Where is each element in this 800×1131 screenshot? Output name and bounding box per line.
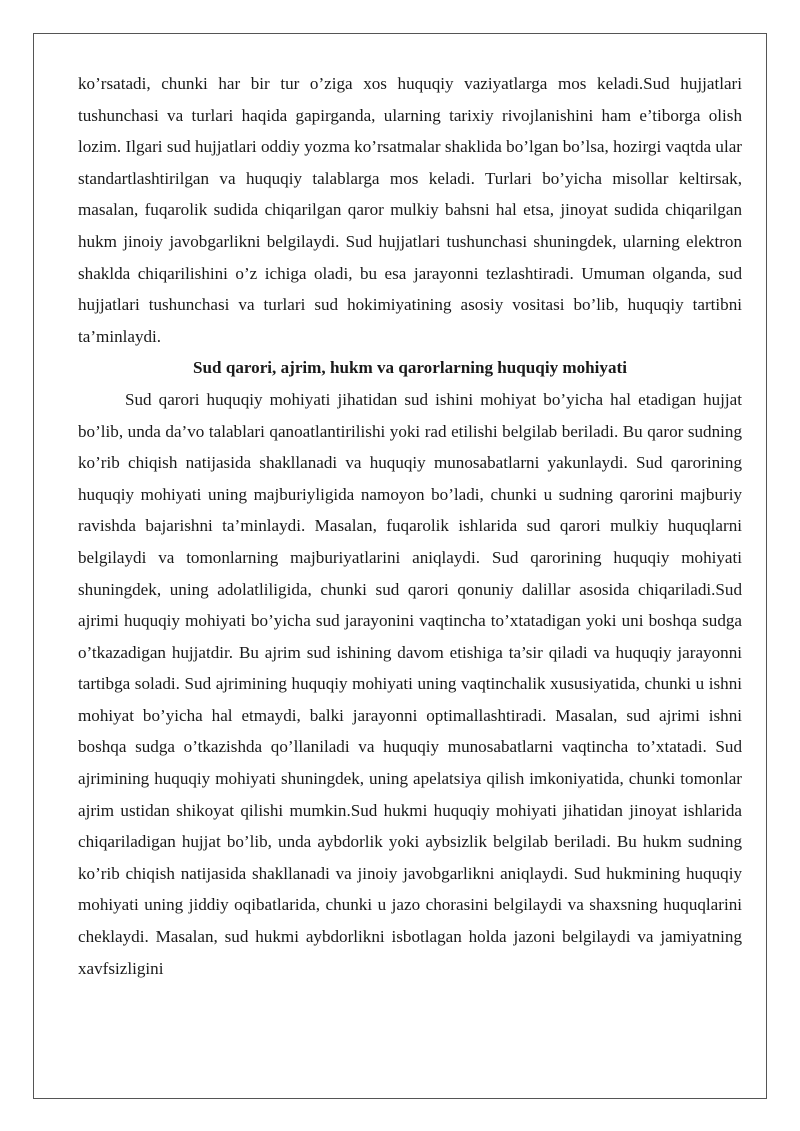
body-paragraph: ko’rsatadi, chunki har bir tur o’ziga xos huquqiy vaziyatlarga mos keladi.Sud hujjatlari tushunchasi va turlari haqida gapirganda, ularning tarixiy rivojlanishini ham e’tiborga olish lozim. Ilgari sud hujjatlari oddiy yozma ko’rsatmalar shaklida bo’lgan bo’lsa, hozirgi vaqtda ular standartlashtirilgan va huquqiy talablarga mos keladi. Turlari bo’yicha misollar keltirsak, masalan, fuqarolik sudida chiqarilgan qaror mulkiy bahsni hal etsa, jinoyat sudida chiqarilgan hukm jinoiy javobgarlikni belgilaydi. Sud hujjatlari tushunchasi shuningdek, ularning elektron shaklda chiqarilishini o’z ichiga oladi, bu esa jarayonni tezlashtiradi. Umuman olganda, sud hujjatlari tushunchasi va turlari sud hokimiyatining asosiy vositasi bo’lib, huquqiy tartibni ta’minlaydi.: [78, 74, 742, 346]
document-body: [78, 68, 742, 984]
body-paragraph: Sud qarori huquqiy mohiyati jihatidan sud ishini mohiyat bo’yicha hal etadigan hujjat bo’lib, unda da’vo talablari qanoatlantirilishi yoki rad etilishi belgilab beriladi. Bu qaror sudning ko’rib chiqish natijasida shakllanadi va huquqiy munosabatlarni yakunlaydi. Sud qarorining huquqiy mohiyati uning majburiyligida namoyon bo’ladi, chunki u sudning qarorini majburiy ravishda bajarishni ta’minlaydi. Masalan, fuqarolik ishlarida sud qarori mulkiy huquqlarni belgilaydi va tomonlarning majburiyatlarini aniqlaydi. Sud qarorining huquqiy mohiyati shuningdek, uning adolatliligida, chunki sud qarori qonuniy dalillar asosida chiqariladi.Sud ajrimi huquqiy mohiyati bo’yicha sud jarayonini vaqtincha to’xtatadigan yoki uni boshqa sudga o’tkazadigan hujjatdir. Bu ajrim sud ishining davom etishiga ta’sir qiladi va huquqiy jarayonni tartibga soladi. Sud ajrimining huquqiy mohiyati uning vaqtinchalik xususiyatida, chunki u ishni mohiyat bo’yicha hal etmaydi, balki jarayonni optimallashtiradi. Masalan, sud ajrimi ishni boshqa sudga o’tkazishda qo’llaniladi va huquqiy munosabatlarni vaqtincha to’xtatadi. Sud ajrimining huquqiy mohiyati shuningdek, uning apelatsiya qilish imkoniyatida, chunki tomonlar ajrim ustidan shikoyat qilishi mumkin.Sud hukmi huquqiy mohiyati jihatidan jinoyat ishlarida chiqariladigan hujjat bo’lib, unda aybdorlik yoki aybsizlik belgilab beriladi. Bu hukm sudning ko’rib chiqish natijasida shakllanadi va jinoiy javobgarlikni aniqlaydi. Sud hukmining huquqiy mohiyati uning jiddiy oqibatlarida, chunki u jazo chorasini belgilaydi va shaxsning huquqlarini cheklaydi. Masalan, sud hukmi aybdorlikni isbotlagan holda jazoni belgilaydi va jamiyatning xavfsizligini: [78, 389, 742, 978]
section-heading: Sud qarori, ajrim, hukm va qarorlarning huquqiy mohiyati: [193, 358, 627, 378]
